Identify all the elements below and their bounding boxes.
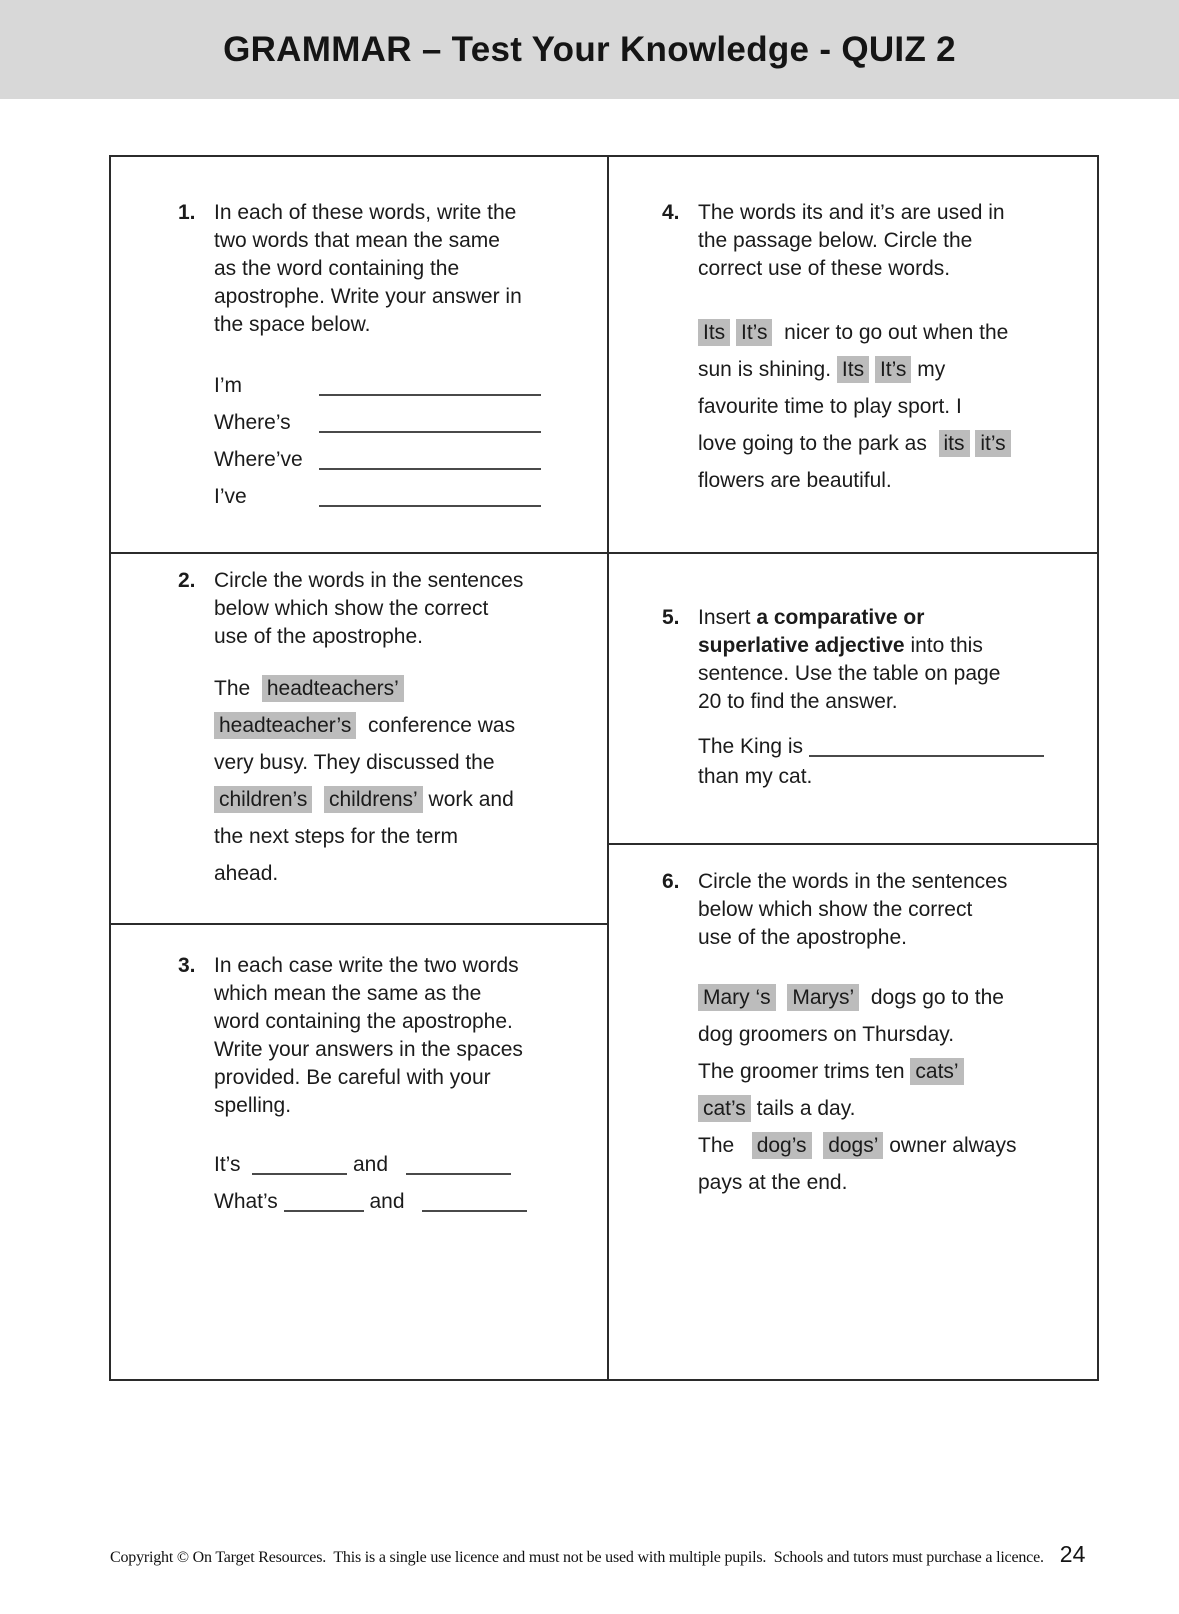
question-6-instruction <box>698 868 1016 952</box>
text-line <box>698 462 1011 499</box>
text-line <box>214 1092 527 1120</box>
text-line <box>698 227 1011 255</box>
answer-blank[interactable] <box>809 741 1044 757</box>
text-line <box>698 732 1044 762</box>
circle-option[interactable]: Its <box>837 356 869 383</box>
question-1 <box>111 157 607 554</box>
text-line <box>698 924 1016 952</box>
question-1-instruction <box>214 199 541 339</box>
circle-option[interactable]: headteachers’ <box>262 675 404 702</box>
text-segment: as the word containing the <box>214 257 460 280</box>
text-line <box>214 781 523 818</box>
copyright-notice: Copyright © On Target Resources. This is a single use licence and must not be used with multiple pupils. Schools and tutors must purchase a licence. <box>110 1549 1044 1566</box>
text-line <box>214 1146 527 1183</box>
text-segment: conference was <box>356 714 516 737</box>
text-segment: spelling. <box>214 1094 292 1117</box>
text-line <box>214 311 541 339</box>
question-2 <box>111 554 607 925</box>
text-segment: The <box>214 677 262 700</box>
text-line <box>214 818 523 855</box>
question-6 <box>609 845 1097 1379</box>
text-line <box>698 762 1044 792</box>
text-line <box>214 255 541 283</box>
text-segment: In each of these words, write the <box>214 201 517 224</box>
page-footer <box>110 1541 1120 1568</box>
question-5-sentence <box>698 732 1044 792</box>
text-segment: Insert <box>698 606 757 629</box>
question-2-number: 2. <box>178 569 196 592</box>
text-segment: What’s <box>214 1190 284 1213</box>
text-line <box>698 979 1016 1016</box>
question-4-instruction <box>698 199 1011 283</box>
text-segment: sentence. Use the table on page <box>698 662 1001 685</box>
text-segment: flowers are beautiful. <box>698 469 892 492</box>
text-segment: than my cat. <box>698 765 813 788</box>
circle-option[interactable]: dog’s <box>752 1132 812 1159</box>
answer-blank[interactable] <box>319 491 541 507</box>
text-segment <box>776 986 788 1009</box>
text-segment: two words that mean the same <box>214 229 500 252</box>
text-segment: word containing the apostrophe. <box>214 1010 513 1033</box>
page-number: 24 <box>1059 1541 1086 1567</box>
text-segment: In each case write the two words <box>214 954 519 977</box>
text-segment: love going to the park as <box>698 432 939 455</box>
text-line <box>698 1127 1016 1164</box>
text-line <box>698 314 1011 351</box>
circle-option[interactable]: headteacher’s <box>214 712 356 739</box>
text-segment: into this <box>904 634 983 657</box>
text-segment: my <box>911 358 946 381</box>
text-segment: use of the apostrophe. <box>214 625 423 648</box>
text-line <box>214 1064 527 1092</box>
text-segment: pays at the end. <box>698 1171 848 1194</box>
answer-blank[interactable] <box>406 1159 511 1175</box>
text-segment: and <box>347 1153 406 1176</box>
text-line <box>698 1016 1016 1053</box>
text-segment: Write your answers in the spaces <box>214 1038 523 1061</box>
text-segment: nicer to go out when the <box>772 321 1009 344</box>
text-segment: the next steps for the term <box>214 825 458 848</box>
question-5-number: 5. <box>662 606 680 629</box>
circle-option[interactable]: childrens’ <box>324 786 423 813</box>
circle-option[interactable]: It’s <box>736 319 772 346</box>
circle-option[interactable]: Marys’ <box>787 984 859 1011</box>
text-line <box>698 425 1011 462</box>
circle-option[interactable]: it’s <box>975 430 1010 457</box>
question-2-instruction <box>214 567 523 651</box>
question-5-instruction <box>698 604 1044 716</box>
text-line <box>214 283 541 311</box>
circle-option[interactable]: Its <box>698 319 730 346</box>
text-segment: which mean the same as the <box>214 982 482 1005</box>
text-segment: owner always <box>883 1134 1017 1157</box>
text-segment: the passage below. Circle the <box>698 229 973 252</box>
circle-option[interactable]: children’s <box>214 786 312 813</box>
text-line <box>214 670 523 707</box>
text-segment: The King is <box>698 735 809 758</box>
text-line <box>214 623 523 651</box>
text-line <box>698 896 1016 924</box>
text-segment: sun is shining. <box>698 358 837 381</box>
text-line <box>214 441 541 478</box>
text-line <box>698 660 1044 688</box>
text-line <box>698 199 1011 227</box>
text-segment: The groomer trims ten <box>698 1060 911 1083</box>
text-segment: Circle the words in the sentences <box>214 569 524 592</box>
question-3 <box>111 925 607 1379</box>
text-line <box>698 604 1044 632</box>
text-line <box>214 1036 527 1064</box>
text-line <box>214 367 541 404</box>
text-segment: tails a day. <box>750 1097 856 1120</box>
text-line <box>214 567 523 595</box>
question-1-answer-rows <box>214 367 541 515</box>
text-segment: 20 to find the answer. <box>698 690 898 713</box>
text-segment: correct use of these words. <box>698 257 951 280</box>
text-segment: ahead. <box>214 862 279 885</box>
text-segment: Circle the words in the sentences <box>698 870 1008 893</box>
question-4-passage <box>698 314 1011 499</box>
text-segment: work and <box>422 788 514 811</box>
text-segment: Where’ve <box>214 448 303 471</box>
question-3-answer-rows <box>214 1146 527 1220</box>
text-line <box>214 404 541 441</box>
text-segment <box>312 788 324 811</box>
circle-option[interactable]: Mary ‘s <box>698 984 776 1011</box>
question-5 <box>609 554 1097 845</box>
question-6-passage <box>698 979 1016 1201</box>
text-segment: the space below. <box>214 313 371 336</box>
text-segment <box>812 1134 824 1157</box>
text-segment: I’m <box>214 374 242 397</box>
text-line <box>214 595 523 623</box>
text-segment: below which show the correct <box>698 898 973 921</box>
circle-option[interactable]: dogs’ <box>823 1132 883 1159</box>
text-line <box>698 388 1011 425</box>
text-line <box>214 1008 527 1036</box>
text-segment: provided. Be careful with your <box>214 1066 491 1089</box>
text-line <box>214 855 523 892</box>
text-line <box>698 1053 1016 1090</box>
text-line <box>698 632 1044 660</box>
text-segment: I’ve <box>214 485 247 508</box>
answer-blank[interactable] <box>319 417 541 433</box>
text-segment: use of the apostrophe. <box>698 926 907 949</box>
quiz-right-column <box>609 157 1097 1379</box>
text-segment: Where’s <box>214 411 291 434</box>
text-segment: It’s <box>214 1153 253 1176</box>
text-segment: dog groomers on Thursday. <box>698 1023 955 1046</box>
text-segment: favourite time to play sport. I <box>698 395 962 418</box>
circle-option[interactable]: its <box>939 430 970 457</box>
text-segment: The words its and it’s are used in <box>698 201 1005 224</box>
text-segment: below which show the correct <box>214 597 489 620</box>
question-6-number: 6. <box>662 870 680 893</box>
text-line <box>698 868 1016 896</box>
answer-blank[interactable] <box>284 1196 364 1212</box>
text-segment: and <box>363 1190 423 1213</box>
circle-option[interactable]: cats’ <box>910 1058 963 1085</box>
text-line <box>214 952 527 980</box>
answer-blank[interactable] <box>422 1196 527 1212</box>
question-4 <box>609 157 1097 554</box>
text-segment: apostrophe. Write your answer in <box>214 285 522 308</box>
answer-blank[interactable] <box>252 1159 347 1175</box>
text-segment: dogs go to the <box>859 986 1004 1009</box>
quiz-table <box>109 155 1099 1381</box>
circle-option[interactable]: It’s <box>875 356 911 383</box>
question-3-instruction <box>214 952 527 1120</box>
text-line <box>698 1090 1016 1127</box>
text-line <box>214 744 523 781</box>
text-line <box>698 688 1044 716</box>
text-line <box>214 199 541 227</box>
text-line <box>698 255 1011 283</box>
text-segment: very busy. They discussed the <box>214 751 495 774</box>
answer-blank[interactable] <box>319 380 541 396</box>
text-line <box>698 351 1011 388</box>
text-line <box>214 478 541 515</box>
text-segment: a comparative or <box>756 606 925 629</box>
text-segment: superlative adjective <box>698 634 905 657</box>
question-3-number: 3. <box>178 954 196 977</box>
text-line <box>214 227 541 255</box>
text-line <box>698 1164 1016 1201</box>
quiz-left-column <box>111 157 609 1379</box>
page-header <box>0 0 1179 99</box>
text-line <box>214 1183 527 1220</box>
question-1-number: 1. <box>178 201 196 224</box>
text-line <box>214 707 523 744</box>
text-line <box>214 980 527 1008</box>
question-4-number: 4. <box>662 201 680 224</box>
circle-option[interactable]: cat’s <box>698 1095 751 1122</box>
page-title: GRAMMAR – Test Your Knowledge - QUIZ 2 <box>223 29 956 69</box>
answer-blank[interactable] <box>319 454 541 470</box>
text-segment: The <box>698 1134 752 1157</box>
question-2-passage <box>214 670 523 892</box>
